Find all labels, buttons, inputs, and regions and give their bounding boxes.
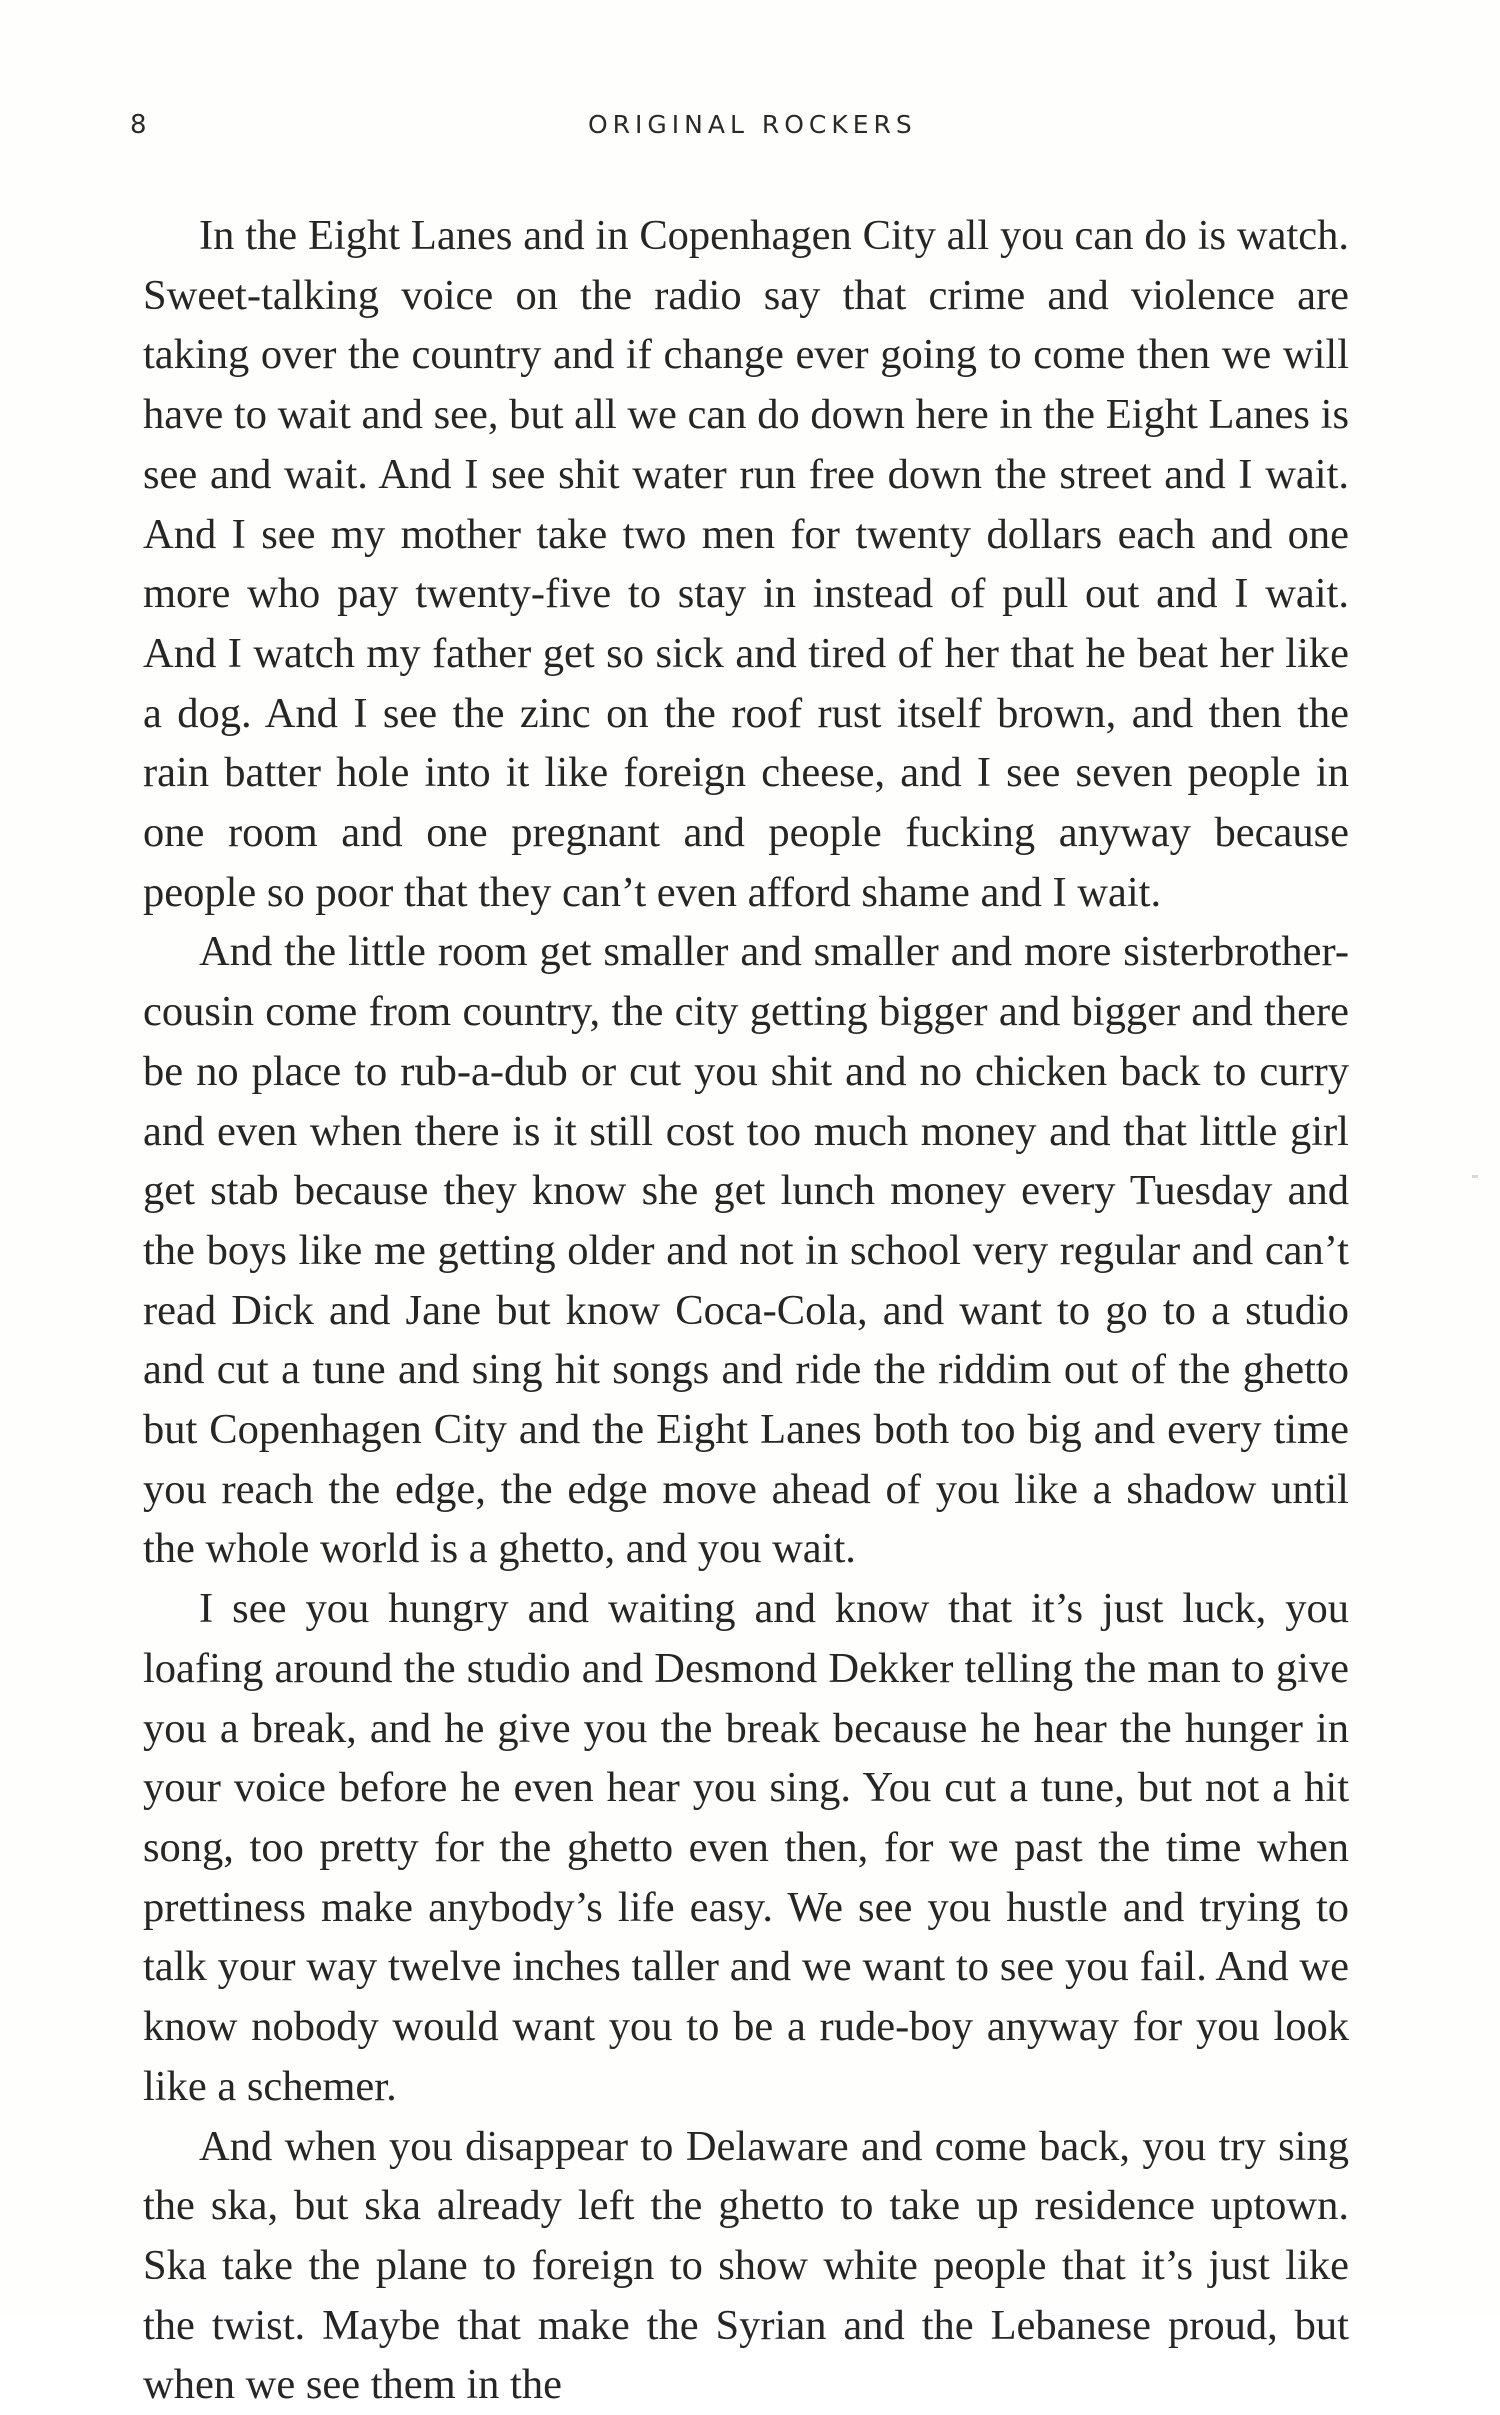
paragraph-2: And the little room get smaller and smaller and more sisterbrother-cousin come from country, the city getting bigger and bigger and there be no place to rub-a-dub or cut you shit and no chicken back to curry and even when there is it still cost too much money and that little girl get stab because they know she get lunch money every Tuesday and the boys like me getting older and not in school very regular and can’t read Dick and Jane but know Coca-Cola, and want to go to a studio and cut a tune and sing hit songs and ride the riddim out of the ghetto but Copenhagen City and the Eight Lanes both too big and every time you reach the edge, the edge move ahead of you like a shadow until the whole world is a ghetto, and you wait.	[143, 922, 1349, 1579]
scan-mark	[1472, 1175, 1478, 1178]
page-number: 8	[130, 110, 148, 140]
paragraph-4: And when you disappear to Delaware and come back, you try sing the ska, but ska already left the ghetto to take up residence uptown. Ska take the plane to foreign to show white people that it’s just like the twist. Maybe that make the Syrian and the Lebanese proud, but when we see them in the	[143, 2117, 1349, 2415]
paragraph-3: I see you hungry and waiting and know that it’s just luck, you loafing around the studio and Desmond Dekker telling the man to give you a break, and he give you the break because he hear the hunger in your voice before he even hear you sing. You cut a tune, but not a hit song, too pretty for the ghetto even then, for we past the time when prettiness make anybody’s life easy. We see you hustle and trying to talk your way twelve inches taller and we want to see you fail. And we know nobody would want you to be a rude-boy anyway for you look like a schemer.	[143, 1579, 1349, 2116]
running-head	[0, 110, 1500, 150]
chapter-title: ORIGINAL ROCKERS	[588, 110, 917, 139]
paragraph-1: In the Eight Lanes and in Copenhagen City all you can do is watch. Sweet-talking voice on the radio say that crime and violence are taking over the country and if change ever going to come then we will have to wait and see, but all we can do down here in the Eight Lanes is see and wait. And I see shit water run free down the street and I wait. And I see my mother take two men for twenty dollars each and one more who pay twenty-five to stay in instead of pull out and I wait. And I watch my father get so sick and tired of her that he beat her like a dog. And I see the zinc on the roof rust itself brown, and then the rain batter hole into it like foreign cheese, and I see seven people in one room and one pregnant and people fucking anyway because people so poor that they can’t even afford shame and I wait.	[143, 206, 1349, 922]
body-text	[143, 206, 1349, 2415]
